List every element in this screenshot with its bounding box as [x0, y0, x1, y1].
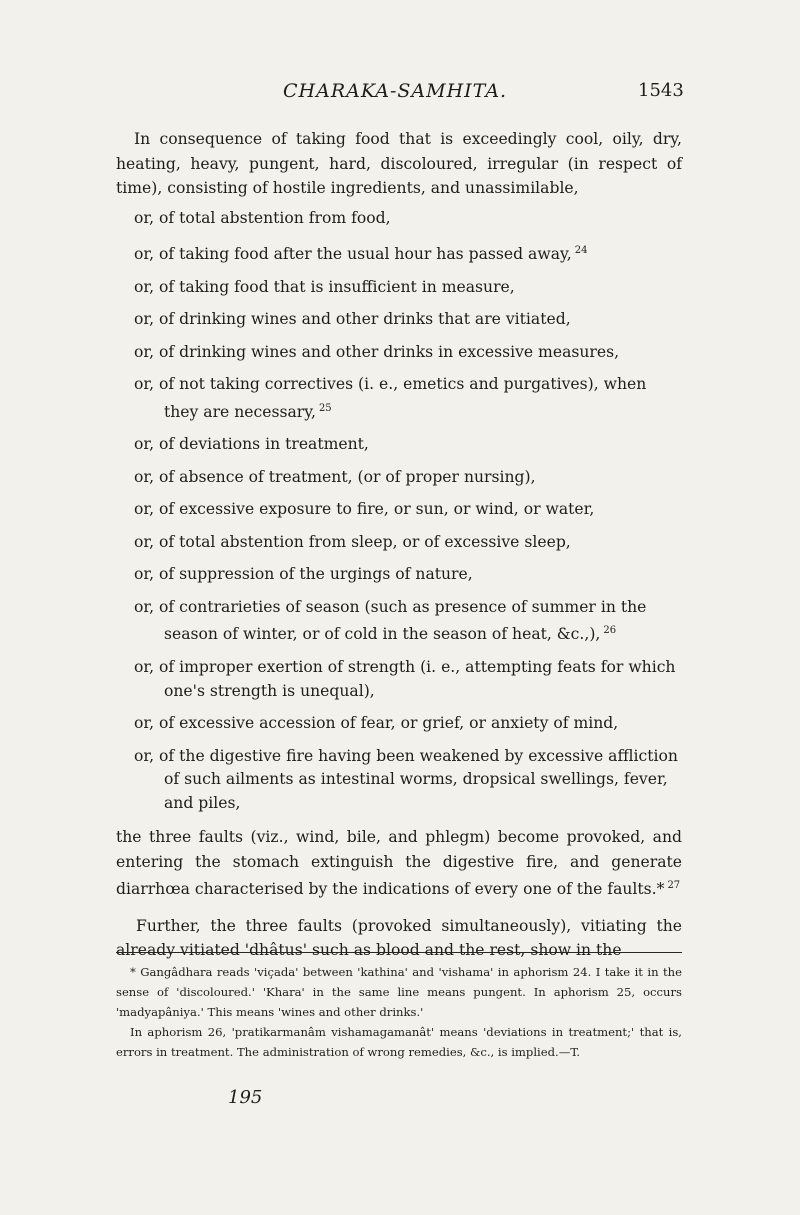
- running-header-title: CHARAKA-SAMHITA.: [283, 80, 508, 102]
- list-item: or, of excessive exposure to fire, or sun, or wind, or water,: [134, 500, 595, 519]
- list-item: or, of the digestive fire having been weakened by excessive affliction of such ailments as intestinal worms, dropsical swellings, fever, and piles,: [134, 746, 678, 812]
- intro-paragraph: In consequence of taking food that is exceedingly cool, oily, dry, heating, heavy, pungent, hard, discoloured, irregular (in respect of time), consisting of hostile ingredients, and unassimilable,: [116, 130, 682, 197]
- verse-number: 24: [574, 245, 588, 256]
- running-header-page-number: 1543: [638, 80, 684, 101]
- list-item: or, of not taking correctives (i. e., emetics and purgatives), when they are necessary, $^{25}$: [134, 375, 647, 421]
- list-item: or, of drinking wines and other drinks in excessive measures,: [134, 342, 620, 361]
- list-item: or, of taking food after the usual hour has passed away, $^{24}$: [134, 245, 588, 264]
- list-item: or, of absence of treatment, (or of proper nursing),: [134, 467, 536, 486]
- list-item: or, of deviations in treatment,: [134, 435, 369, 454]
- footnotes: [116, 962, 682, 1062]
- list-item: or, of taking food that is insufficient in measure,: [134, 277, 515, 296]
- list-item: or, of total abstention from sleep, or of excessive sleep,: [134, 532, 571, 551]
- list-item: or, of suppression of the urgings of nature,: [134, 565, 473, 584]
- list-item: or, of drinking wines and other drinks that are vitiated,: [134, 310, 571, 329]
- list-item: or, of excessive accession of fear, or grief, or anxiety of mind,: [134, 714, 619, 733]
- list-item: or, of improper exertion of strength (i. e., attempting feats for which one's strength is unequal),: [134, 658, 676, 700]
- verse-number: 26: [603, 625, 617, 637]
- list-item: or, of contrarieties of season (such as presence of summer in the season of winter, or of cold in the season of heat, &c.,), $^{26}$: [134, 597, 647, 644]
- main-text: [116, 127, 682, 963]
- list-item: or, of total abstention from food,: [134, 208, 391, 227]
- signature-mark: 195: [228, 1087, 263, 1108]
- cause-list: [116, 207, 682, 816]
- footnote: In aphorism 26, 'pratikarmanâm vishamagamanât' means 'deviations in treatment;' that is, errors in treatment. The administration of wrong remedies, &c., is implied.—T.: [116, 1025, 682, 1059]
- verse-number: 25: [318, 402, 332, 414]
- footnote-divider: [116, 952, 682, 953]
- further-paragraph: Further, the three faults (provoked simultaneously), vitiating the already vitiated 'dhâtus' such as blood and the rest, show in the: [116, 916, 682, 960]
- conclusion-paragraph: the three faults (viz., wind, bile, and phlegm) become provoked, and entering the stomach extinguish the digestive fire, and generate diarrhœa characterised by the indications of every one of the faults.* $^{27}$: [116, 828, 682, 899]
- verse-number: 27: [667, 880, 681, 892]
- footnote: * Gangâdhara reads 'viçada' between 'kathina' and 'vishama' in aphorism 24. I take it in the sense of 'discoloured.' 'Khara' in the same line means pungent. In aphorism 25, occurs 'madyapâniya.' This means 'wines and other drinks.': [116, 965, 682, 1019]
